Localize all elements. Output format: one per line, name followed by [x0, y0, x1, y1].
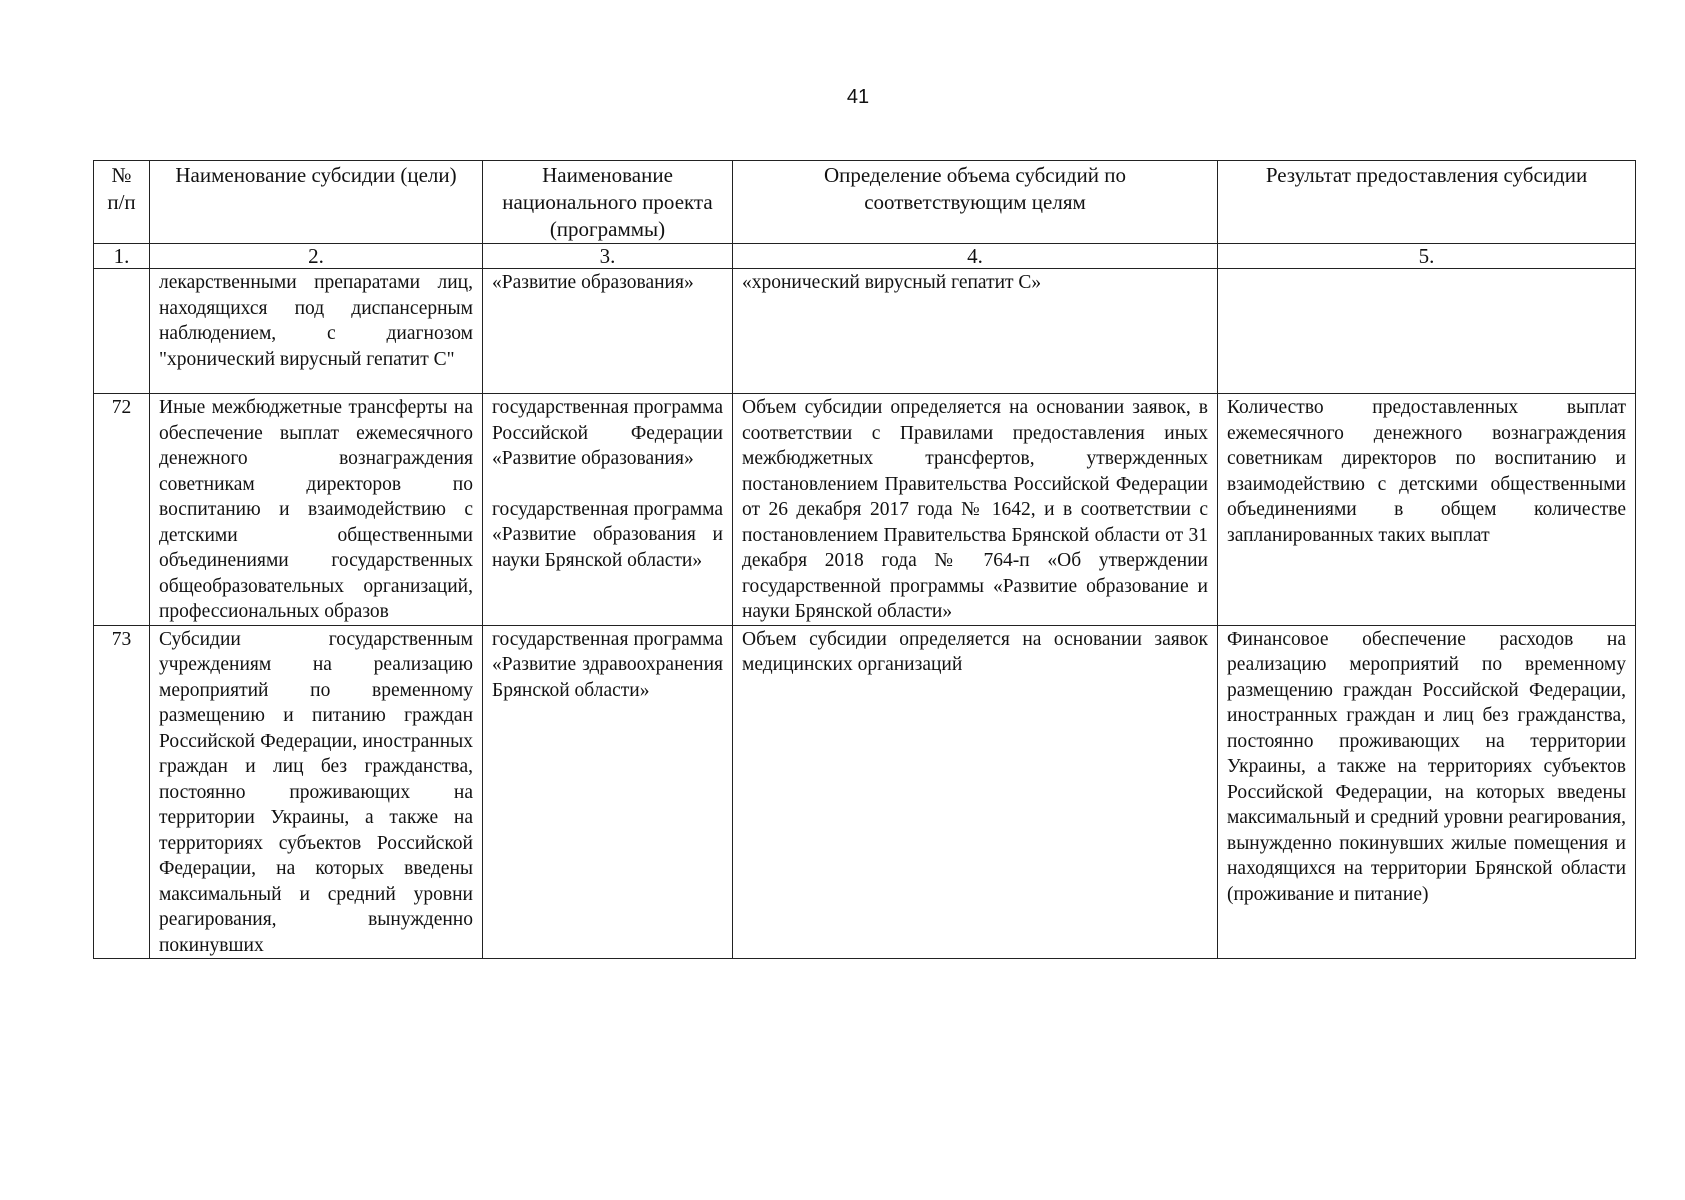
page-number: 41 [846, 86, 870, 108]
column-number: 2. [150, 244, 483, 269]
result-cell: Финансовое обеспечение расходов на реализацию мероприятий по временному размещению граждан Российской Федерации, иностранных граждан и лиц без гражданства, постоянно проживающих на территории Украины, а также на территориях субъектов Российской Федерации, на которых введены максимальный и средний уровни реагирования, вынужденно покинувших жилые помещения и находящихся на территории Брянской области (проживание и питание) [1218, 625, 1636, 959]
project-item: государственная программа Российской Федерации «Развитие образования» [492, 397, 723, 469]
project-cell [483, 394, 733, 626]
table-row [94, 625, 1636, 959]
row-number: 73 [94, 625, 150, 959]
header-result: Результат предоставления субсидии [1218, 161, 1636, 244]
table-header-row [94, 161, 1636, 244]
project-cell: «Развитие образования» [483, 269, 733, 394]
row-number: 72 [94, 394, 150, 626]
row-number [94, 269, 150, 394]
volume-cell: Объем субсидии определяется на основании заявок, в соответствии с Правилами предоставления иных межбюджетных трансфертов, утвержденных постановлением Правительства Российской Федерации от 26 декабря 2017 года № 1642, и в соответствии с постановлением Правительства Брянской области от 31 декабря 2018 года № 764-п «Об утверждении государственной программы «Развитие образование и науки Брянской области» [733, 394, 1218, 626]
column-number: 5. [1218, 244, 1636, 269]
header-subsidy-name: Наименование субсидии (цели) [150, 161, 483, 244]
volume-cell: Объем субсидии определяется на основании заявок медицинских организаций [733, 625, 1218, 959]
volume-cell: «хронический вирусный гепатит С» [733, 269, 1218, 394]
project-cell: государственная программа «Развитие здравоохранения Брянской области» [483, 625, 733, 959]
column-number: 3. [483, 244, 733, 269]
subsidy-name-cell: лекарственными препаратами лиц, находящихся под диспансерным наблюдением, с диагнозом "хронический вирусный гепатит С" [150, 269, 483, 394]
result-cell [1218, 269, 1636, 394]
subsidy-name-cell: Иные межбюджетные трансферты на обеспечение выплат ежемесячного денежного вознаграждения советникам директоров по воспитанию и взаимодействию с детскими общественными объединениями государственных общеобразовательных организаций, профессиональных образов [150, 394, 483, 626]
column-numbers-row [94, 244, 1636, 269]
table-row [94, 394, 1636, 626]
project-item: государственная программа «Развитие образования и науки Брянской области» [492, 498, 723, 571]
column-number: 4. [733, 244, 1218, 269]
column-number: 1. [94, 244, 150, 269]
header-volume-definition: Определение объема субсидий по соответствующим целям [733, 161, 1218, 244]
header-number: № п/п [94, 161, 150, 244]
subsidy-name-cell: Субсидии государственным учреждениям на реализацию мероприятий по временному размещению и питанию граждан Российской Федерации, иностранных граждан и лиц без гражданства, постоянно проживающих на территории Украины, а также на территориях субъектов Российской Федерации, на которых введены максимальный и средний уровни реагирования, вынужденно покинувших [150, 625, 483, 959]
header-national-project: Наименование национального проекта (программы) [483, 161, 733, 244]
table-row [94, 269, 1636, 394]
subsidies-table [93, 160, 1636, 959]
result-cell: Количество предоставленных выплат ежемесячного денежного вознаграждения советникам директоров по воспитанию и взаимодействию с детскими общественными объединениями в общем количестве запланированных таких выплат [1218, 394, 1636, 626]
